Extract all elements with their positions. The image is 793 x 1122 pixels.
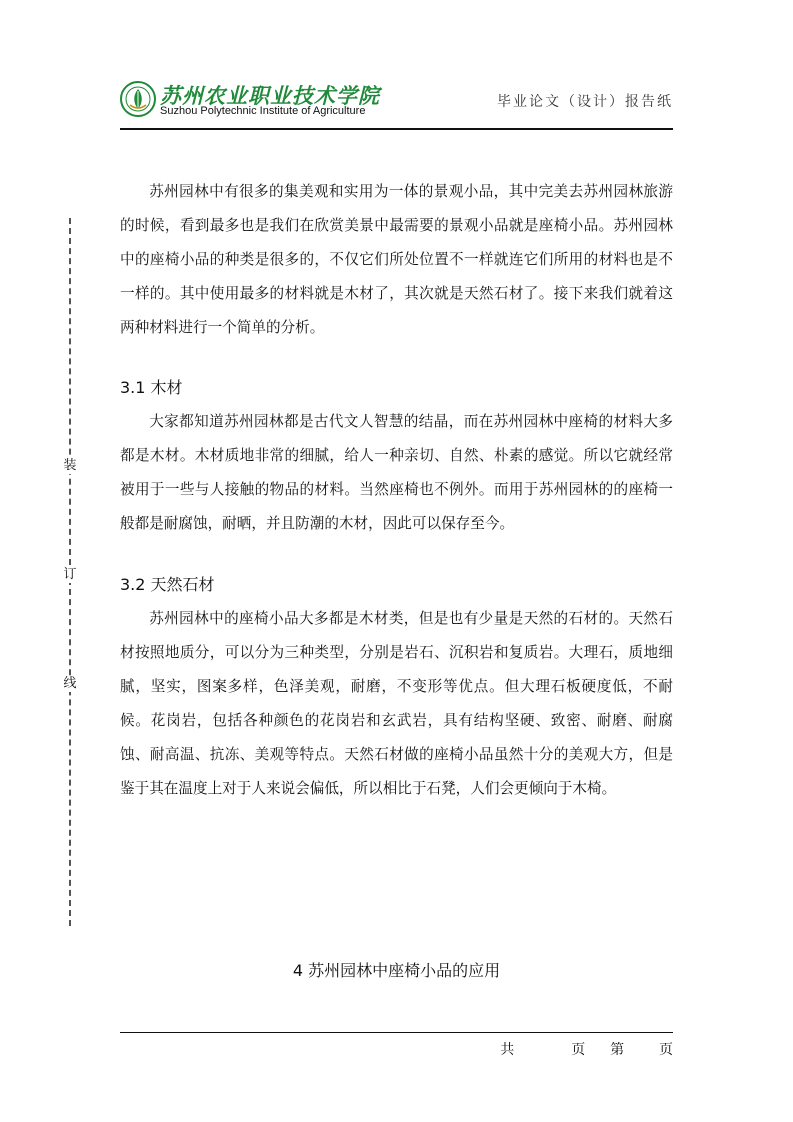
section-wood-block [120,405,673,541]
school-name-chinese: 苏州农业职业技术学院 [160,84,380,108]
school-name-english: Suzhou Polytechnic Institute of Agriculture [160,105,366,117]
footer-divider [120,1032,673,1033]
intro-paragraph: 苏州园林中有很多的集美观和实用为一体的景观小品，其中完美去苏州园林旅游的时候，看到最多也是我们在欣赏美景中最需要的景观小品就是座椅小品。苏州园林中的座椅小品的种类是很多的，不仅它们所处位置不一样就连它们所用的材料也是不一样的。其中使用最多的材料就是木材了，其次就是天然石材了。接下来我们就着这两种材料进行一个简单的分析。 [120,183,673,336]
chapter-title: 4 苏州园林中座椅小品的应用 [292,961,501,980]
footer-total-label: 共 [500,1042,515,1058]
binding-char-zhuang: 装 [63,458,77,473]
school-logo-icon [120,81,156,117]
section-stone-paragraph: 苏州园林中的座椅小品大多都是木材类，但是也有少量是天然的石材的。天然石材按照地质分，可以分为三种类型，分别是岩石、沉积岩和复质岩。大理石，质地细腻，坚实，图案多样，色泽美观，耐磨，不变形等优点。但大理石板硬度低，不耐候。花岗岩，包括各种颜色的花岗岩和玄武岩，具有结构坚硬、致密、耐磨、耐腐蚀、耐高温、抗冻、美观等特点。天然石材做的座椅小品虽然十分的美观大方，但是鉴于其在温度上对于人来说会偏低，所以相比于石凳，人们会更倾向于木椅。 [120,610,673,797]
header-divider [120,128,673,130]
binding-char-ding: 订 [63,567,77,582]
footer-current-label: 第 [610,1042,625,1058]
footer-page-unit-2: 页 [659,1042,673,1058]
page-header [120,78,673,128]
binding-char-xian: 线 [63,676,77,691]
section-wood-paragraph: 大家都知道苏州园林都是古代文人智慧的结晶，而在苏州园林中座椅的材料大多都是木材。木材质地非常的细腻，给人一种亲切、自然、朴素的感觉。所以它就经常被用于一些与人接触的物品的材料。当然座椅也不例外。而用于苏州园林的的座椅一般都是耐腐蚀，耐晒，并且防潮的木材，因此可以保存至今。 [120,413,673,532]
section-stone-block [120,602,673,806]
document-type-label: 毕业论文（设计）报告纸 [497,94,673,110]
page-footer [500,1039,673,1059]
section-heading-wood: 3.1 木材 [120,378,183,397]
footer-page-unit-1: 页 [571,1042,586,1058]
intro-paragraph-block [120,175,673,345]
section-heading-stone: 3.2 天然石材 [120,575,215,594]
